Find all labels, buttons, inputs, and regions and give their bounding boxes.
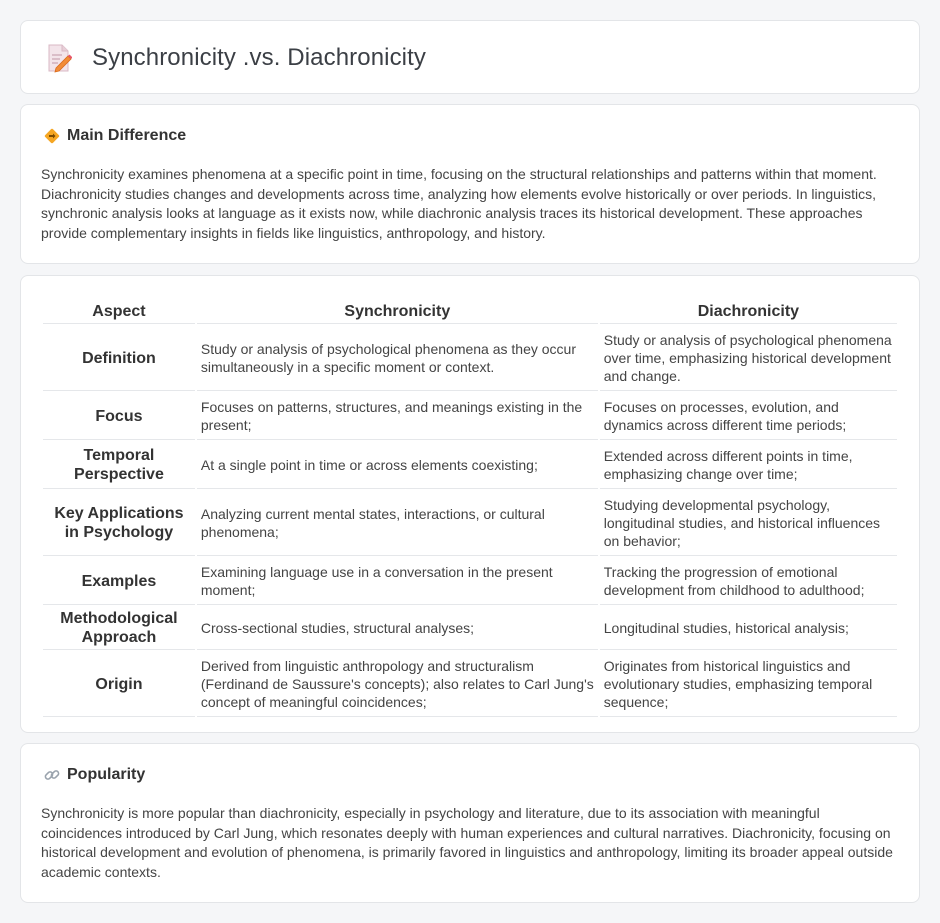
comparison-table xyxy=(41,296,899,719)
row-diachronicity: Extended across different points in time, emphasizing change over time; xyxy=(600,442,897,489)
row-synchronicity: At a single point in time or across elements coexisting; xyxy=(197,442,598,489)
link-icon xyxy=(43,766,61,784)
row-diachronicity: Study or analysis of psychological phenomena over time, emphasizing historical development and change. xyxy=(600,326,897,391)
table-row xyxy=(43,607,897,650)
row-synchronicity: Analyzing current mental states, interactions, or cultural phenomena; xyxy=(197,491,598,556)
row-aspect: Definition xyxy=(43,326,195,391)
document-pencil-icon xyxy=(46,43,72,73)
diamond-direction-icon xyxy=(43,127,61,145)
main-difference-title: Main Difference xyxy=(67,127,187,144)
row-diachronicity: Studying developmental psychology, longitudinal studies, and historical influences on behavior; xyxy=(600,491,897,556)
main-difference-card xyxy=(20,104,920,264)
row-diachronicity: Originates from historical linguistics and evolutionary studies, emphasizing temporal sequence; xyxy=(600,652,897,717)
table-row xyxy=(43,558,897,605)
popularity-header xyxy=(43,766,145,784)
main-difference-header xyxy=(43,127,186,145)
comparison-card xyxy=(20,275,920,733)
row-synchronicity: Study or analysis of psychological phenomena as they occur simultaneously in a specific moment or context. xyxy=(197,326,598,391)
row-diachronicity: Focuses on processes, evolution, and dynamics across different time periods; xyxy=(600,393,897,440)
row-synchronicity: Cross-sectional studies, structural analyses; xyxy=(197,607,598,650)
table-row xyxy=(43,393,897,440)
popularity-card xyxy=(20,743,920,903)
main-difference-text: Synchronicity examines phenomena at a specific point in time, focusing on the structural relationships and patterns within that moment. Diachronicity studies changes and developments across time, analyzing how elements evolve historically or over periods. In linguistics, synchronic analysis looks at language as it exists now, while diachronic analysis traces its historical development. These approaches provide complementary insights in fields like linguistics, anthropology, and history. xyxy=(41,166,877,241)
row-synchronicity: Focuses on patterns, structures, and meanings existing in the present; xyxy=(197,393,598,440)
row-diachronicity: Longitudinal studies, historical analysis; xyxy=(600,607,897,650)
header-aspect: Aspect xyxy=(43,298,195,324)
row-aspect: Examples xyxy=(43,558,195,605)
row-aspect: Temporal Perspective xyxy=(43,442,195,489)
row-aspect: Focus xyxy=(43,393,195,440)
table-row xyxy=(43,491,897,556)
table-row xyxy=(43,442,897,489)
row-aspect: Origin xyxy=(43,652,195,717)
header-diachronicity: Diachronicity xyxy=(600,298,897,324)
table-header-row xyxy=(43,298,897,324)
row-diachronicity: Tracking the progression of emotional development from childhood to adulthood; xyxy=(600,558,897,605)
row-aspect: Methodological Approach xyxy=(43,607,195,650)
table-row xyxy=(43,652,897,717)
row-aspect: Key Applications in Psychology xyxy=(43,491,195,556)
popularity-text: Synchronicity is more popular than diachronicity, especially in psychology and literature, due to its association with meaningful coincidences introduced by Carl Jung, which resonates deeply with human experiences and cultural narratives. Diachronicity, focusing on historical development and evolution of phenomena, is primarily favored in linguistics and anthropology, limiting its broader appeal outside academic contexts. xyxy=(41,805,893,880)
header-card xyxy=(20,20,920,94)
title-row xyxy=(46,43,426,73)
popularity-title: Popularity xyxy=(67,766,146,783)
row-synchronicity: Examining language use in a conversation in the present moment; xyxy=(197,558,598,605)
header-synchronicity: Synchronicity xyxy=(197,298,598,324)
table-row xyxy=(43,326,897,391)
row-synchronicity: Derived from linguistic anthropology and structuralism (Ferdinand de Saussure's concepts); also relates to Carl Jung's concept of meaningful coincidences; xyxy=(197,652,598,717)
page-title: Synchronicity .vs. Diachronicity xyxy=(92,44,426,71)
